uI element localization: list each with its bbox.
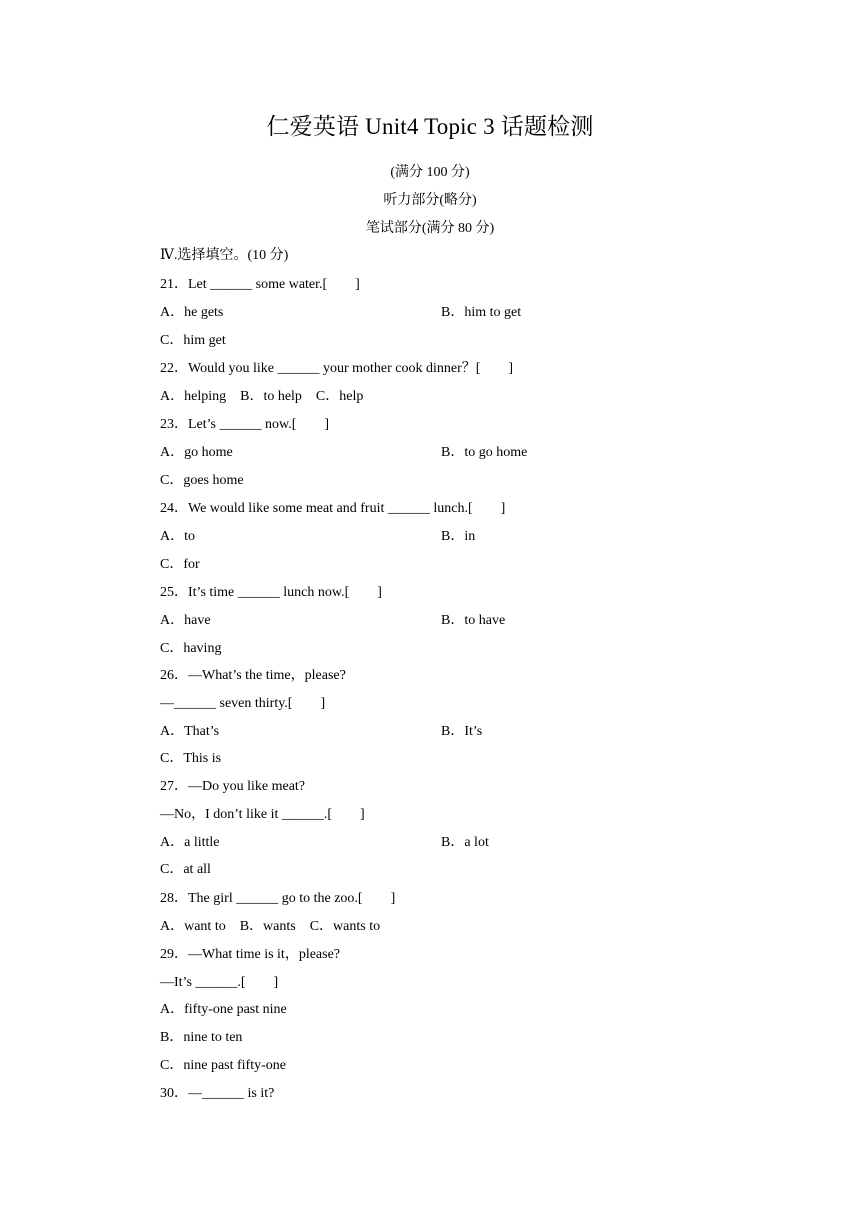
option-c: C．This is [160,751,222,766]
options-inline: A．helping B．to help C．help [160,389,364,404]
question-stem-reply: —It’s ______.[ ] [160,975,279,990]
option-c: C．nine past fifty-one [160,1058,286,1073]
question-stem: 27．—Do you like meat? [160,779,306,794]
option-a: A．fifty-one past nine [160,1002,287,1017]
question-stem: 23．Let’s ______ now.[ ] [160,417,330,432]
options-inline: A．want to B．wants C．wants to [160,919,381,934]
option-b: B．in [441,529,476,544]
question-stem: 26．—What’s the time，please? [160,668,346,683]
option-c: C．for [160,557,200,572]
option-a: A．That’s [160,724,220,739]
option-a: A．to [160,529,195,544]
page-title: 仁爱英语 Unit4 Topic 3 话题检测 [266,114,594,139]
question-stem: 25．It’s time ______ lunch now.[ ] [160,585,382,600]
option-a: A．have [160,613,211,628]
option-a: A．a little [160,835,220,850]
question-stem: 24．We would like some meat and fruit ______ lunch.[ ] [160,501,506,516]
option-b: B．him to get [441,305,522,320]
option-b: B．a lot [441,835,489,850]
full-score: (满分 100 分) [390,165,470,180]
question-stem-reply: —No，I don’t like it ______.[ ] [160,807,365,822]
option-a: A．he gets [160,305,224,320]
question-stem-reply: —______ seven thirty.[ ] [160,696,326,711]
option-c: C．him get [160,333,226,348]
option-c: C．at all [160,862,211,877]
option-b: B．nine to ten [160,1030,243,1045]
writing-part: 笔试部分(满分 80 分) [365,221,495,236]
question-stem: 30．—______ is it? [160,1086,275,1101]
question-stem: 21．Let ______ some water.[ ] [160,277,360,292]
option-a: A．go home [160,445,233,460]
option-c: C．goes home [160,473,244,488]
question-stem: 28．The girl ______ go to the zoo.[ ] [160,891,396,906]
option-b: B．to go home [441,445,528,460]
option-b: B．to have [441,613,506,628]
option-b: B．It’s [441,724,483,739]
section-heading: Ⅳ.选择填空。(10 分) [160,248,289,263]
option-c: C．having [160,641,222,656]
listening-part: 听力部分(略分) [383,193,477,208]
question-stem: 29．—What time is it，please? [160,947,341,962]
question-stem: 22．Would you like ______ your mother cook dinner？[ ] [160,361,514,376]
